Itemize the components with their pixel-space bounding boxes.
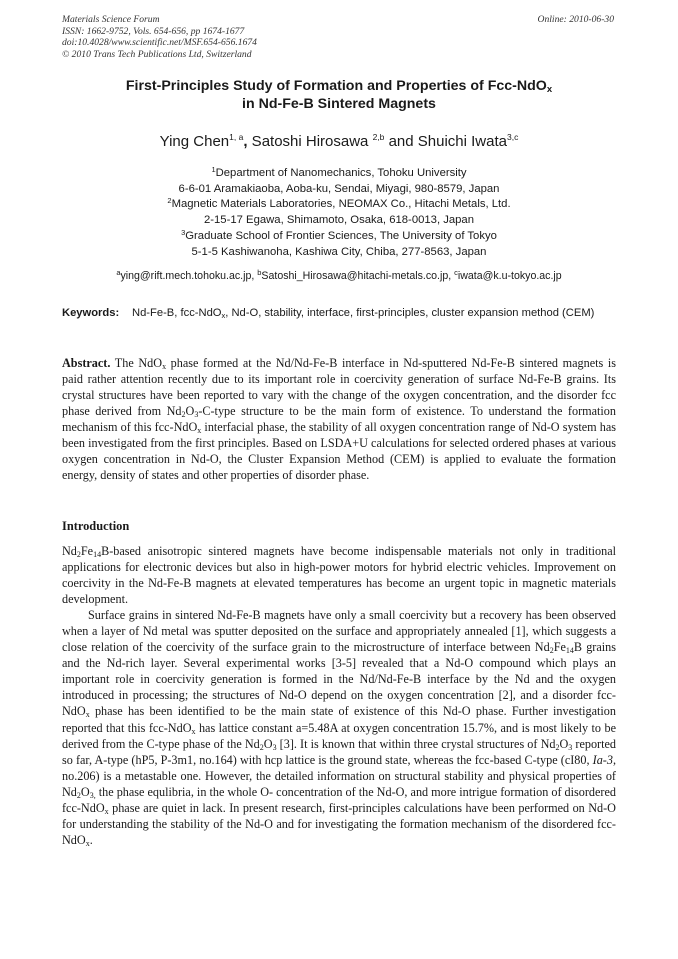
affiliations [62,166,616,260]
affiliation-line: $^2$Magnetic Materials Laboratories, NEOMAX Co., Hitachi Metals, Ltd. [167,196,511,211]
introduction-body [62,543,616,848]
author-list: Ying Chen$^{1, a}$, Satoshi Hirosawa $^{2,b}$ and Shuichi Iwata$^{3,c}$ [159,132,519,150]
keywords-text: Nd-Fe-B, fcc-NdO$_x$, Nd-O, stability, interface, first-principles, cluster expansion method (CEM) [132,307,595,320]
copyright-line: © 2010 Trans Tech Publications Ltd, Switzerland [62,48,252,60]
doi-line: doi:10.4028/www.scientific.net/MSF.654-656.1674 [62,37,257,48]
email-link[interactable]: iwata@k.u-tokyo.ac.jp [457,270,562,282]
online-date: Online: 2010-06-30 [537,14,614,25]
abstract-label: Abstract. [62,356,111,370]
journal-header [62,14,257,60]
email-link[interactable]: Satoshi_Hirosawa@hitachi-metals.co.jp, [261,270,455,282]
author-name: Satoshi Hirosawa [247,133,373,150]
affiliation-line: 5-1-5 Kashiwanoha, Kashiwa City, Chiba, 277-8563, Japan [191,245,487,258]
title-line-1: First-Principles Study of Formation and Properties of Fcc-NdO$_x$ [125,78,553,95]
affiliation-line: $^3$Graduate School of Frontier Sciences, The University of Tokyo [181,227,497,242]
paragraph: $Nd_2Fe_{14}B$-based anisotropic sintered magnets have become indispensable materials not only in traditional applications for electronic devices but also in high-power motors for hybrid electric vehicles. Improvement on coercivity in the Nd-Fe-B magnets at elevated temperatures has become an urgent topic in magnetic materials development. [62,544,616,607]
affiliation-line: $^1$Department of Nanomechanics, Tohoku University [211,165,467,179]
author-name: and Shuichi Iwata [384,133,507,150]
abstract: Abstract. The NdO$_x$ phase formed at the Nd/Nd-Fe-B interface in Nd-sputtered Nd-Fe-B sintered magnets is paid rather attention recently due to its important role in coercivity generation of surface Nd-Fe-B grains. Its crystal structures have been reported to vary with the change of the oxygen concentration, and the disorder fcc phase derived from $Nd_2O_3-C$-type structure to be the main form of existence. To understand the formation mechanism of this fcc-NdO$_x$ interfacial phase, the stability of all oxygen concentration range of Nd-O system has been investigated from the first principles. Based on LSDA+U calculations for selected ordered phases at various oxygen concentration in Nd-O, the Cluster Expansion Method (CEM) is applied to evaluate the formation energy, density of states and other properties of disorder phase. [62,356,616,483]
title-line-2: in Nd-Fe-B Sintered Magnets [242,95,436,112]
journal-name: Materials Science Forum [62,14,160,25]
keywords-label: Keywords: [62,307,120,319]
affiliation-line: 6-6-01 Aramakiaoba, Aoba-ku, Sendai, Miyagi, 980-8579, Japan [178,182,500,195]
paper-title [62,78,616,113]
author-name: Ying Chen [159,133,230,150]
issn-line: ISSN: 1662-9752, Vols. 654-656, pp 1674-1677 [62,25,245,37]
affiliation-line: 2-15-17 Egawa, Shimamoto, Osaka, 618-0013, Japan [203,214,475,227]
section-heading-introduction: Introduction [62,519,130,533]
author-emails: $^a$ying@rift.mech.tohoku.ac.jp, $^b$Satoshi_Hirosawa@hitachi-metals.co.jp, $^c$iwata@k.u-tokyo.ac.jp [116,268,562,282]
email-link[interactable]: ying@rift.mech.tohoku.ac.jp, [120,270,258,282]
paragraph: Surface grains in sintered Nd-Fe-B magnets have only a small coercivity but a recovery has been observed when a layer of Nd metal was sputter deposited on the surface and appropriately annealed [1], which suggests a close relation of the coercivity of the surface grain to the microstructure of interface between $Nd_2Fe_{14}B$ grains and the Nd-rich layer. Several experimental works [3-5] revealed that a Nd-O compound which plays an important role in coercivity generation is formed in the Nd/Nd-Fe-B interface by the Nd and the oxygen introduced in processing; the structures of Nd-O depend on the oxygen concentration [2], and a disorder fcc-NdO$_x$ phase has been identified to be the main state of existence of this Nd-O phase. Further investigation reported that this fcc-NdO$_x$ has lattice constant a=5.48A at oxygen concentration 15.7%, and is most likely to be derived from the C-type phase of the $Nd_2O_3$ [3]. It is known that within three crystal structures of $Nd_2O_3$ reported so far, A-type (hP5, P-3m1, no.164) with hcp lattice is the ground state, whereas the fcc-based C-type (cI80, Ia-3, no.206) is a metastable one. However, the detailed information on structural stability and physical properties of $Nd_2O_{3,}$ the phase equlibria, in the whole O- concentration of the Nd-O, and more intrigue formation of disordered fcc-NdO$_x$ phase are quiet in lack. In present research, first-principles calculations have been performed on Nd-O for understanding the stability of the Nd-O and for investigating the formation mechanism of the disordered fcc-NdO$_x$. [62,608,616,848]
keywords-section [62,306,616,321]
